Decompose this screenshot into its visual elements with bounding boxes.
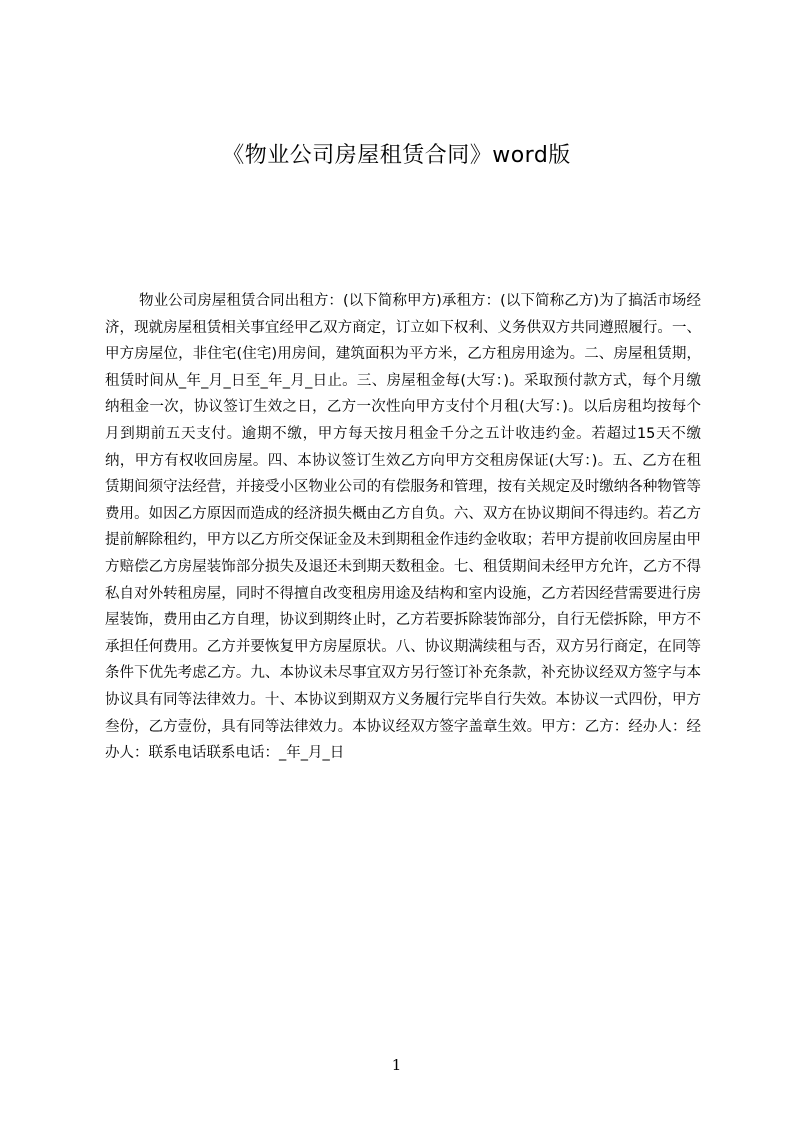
contract-body-paragraph: 物业公司房屋租赁合同出租方：(以下简称甲方)承租方：(以下简称乙方)为了搞活市场经济，现就房屋租赁相关事宜经甲乙双方商定，订立如下权利、义务供双方共同遵照履行。一、甲方房屋位，非住宅(住宅)用房间，建筑面积为平方米，乙方租房用途为。二、房屋租赁期，租赁时间从_年_月_日至_年_月_日止。三、房屋租金每(大写：)。采取预付款方式，每个月缴纳租金一次，协议签订生效之日，乙方一次性向甲方支付个月租(大写：)。以后房租均按每个月到期前五天支付。逾期不缴，甲方每天按月租金千分之五计收违约金。若超过15天不缴纳，甲方有权收回房屋。四、本协议签订生效乙方向甲方交租房保证(大写：)。五、乙方在租赁期间须守法经营，并接受小区物业公司的有偿服务和管理，按有关规定及时缴纳各种物管等费用。如因乙方原因而造成的经济损失概由乙方自负。六、双方在协议期间不得违约。若乙方提前解除租约，甲方以乙方所交保证金及未到期租金作违约金收取；若甲方提前收回房屋由甲方赔偿乙方房屋装饰部分损失及退还未到期天数租金。七、租赁期间未经甲方允许，乙方不得私自对外转租房屋，同时不得擅自改变租房用途及结构和室内设施，乙方若因经营需要进行房屋装饰，费用由乙方自理，协议到期终止时，乙方若要拆除装饰部分，自行无偿拆除，甲方不承担任何费用。乙方并要恢复甲方房屋原状。八、协议期满续租与否，双方另行商定，在同等条件下优先考虑乙方。九、本协议未尽事宜双方另行签订补充条款，补充协议经双方签字与本协议具有同等法律效力。十、本协议到期双方义务履行完毕自行失效。本协议一式四份，甲方叁份，乙方壹份，具有同等法律效力。本协议经双方签字盖章生效。甲方：乙方：经办人：经办人：联系电话联系电话：_年_月_日 <box>105 293 701 762</box>
page-number: 1 <box>391 1056 402 1074</box>
document-title: 《物业公司房屋租赁合同》word版 <box>222 143 571 168</box>
